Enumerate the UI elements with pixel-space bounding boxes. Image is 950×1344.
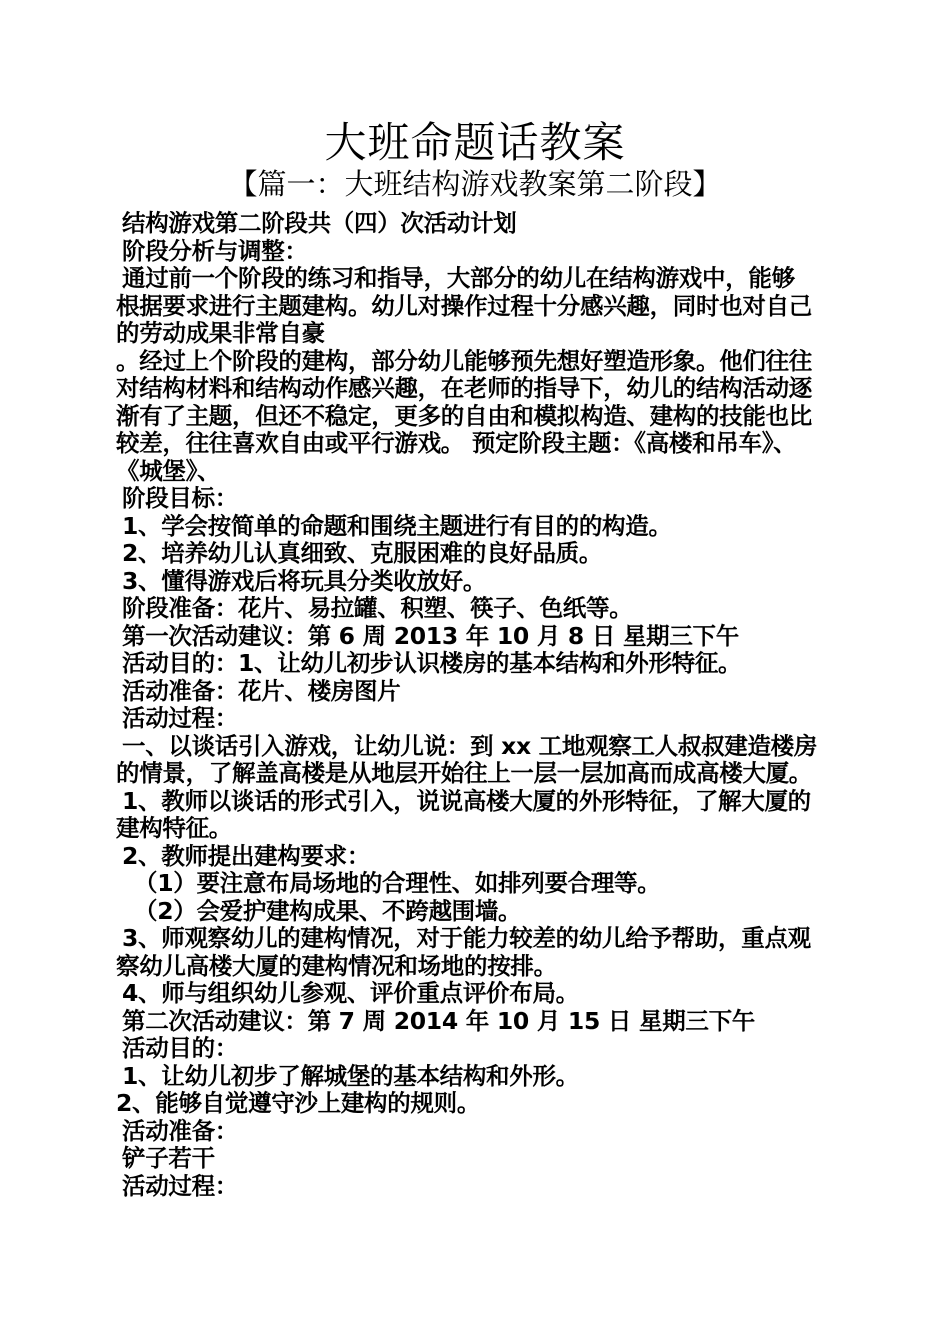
text-line: 渐有了主题，但还不稳定，更多的自由和模拟构造、建构的技能也比	[116, 401, 812, 430]
text-line: （2）会爱护建构成果、不跨越围墙。	[134, 896, 522, 925]
text-line: 2、能够自觉遵守沙上建构的规则。	[116, 1089, 481, 1117]
document-body	[116, 210, 840, 1200]
text-line: 2、培养幼儿认真细致、克服困难的良好品质。	[122, 539, 603, 567]
text-line: （1）要注意布局场地的合理性、如排列要合理等。	[134, 869, 661, 897]
text-line: 一、以谈话引入游戏，让幼儿说：到 xx 工地观察工人叔叔建造楼房	[122, 731, 818, 760]
text-line: 2、教师提出建构要求：	[122, 841, 371, 870]
text-line: 的劳动成果非常自豪	[116, 319, 325, 347]
document-title: 大班命题话教案	[324, 118, 626, 167]
text-line: 阶段目标：	[122, 484, 238, 512]
text-line: 察幼儿高楼大厦的建构情况和场地的按排。	[116, 951, 557, 980]
text-line: 结构游戏第二阶段共（四）次活动计划	[122, 209, 517, 237]
text-line: 阶段准备：花片、易拉罐、积塑、筷子、色纸等。	[122, 594, 633, 622]
text-line: 3、师观察幼儿的建构情况，对于能力较差的幼儿给予帮助，重点观	[122, 924, 811, 952]
text-line: 4、师与组织幼儿参观、评价重点评价布局。	[122, 979, 579, 1007]
text-line: 根据要求进行主题建构。幼儿对操作过程十分感兴趣，同时也对自己	[116, 291, 812, 320]
text-line: 活动过程：	[122, 704, 238, 732]
document-subtitle: 【篇一：大班结构游戏教案第二阶段】	[228, 167, 722, 201]
text-line: 1、学会按简单的命题和围绕主题进行有目的的构造。	[122, 511, 672, 540]
text-line: 。经过上个阶段的建构，部分幼儿能够预先想好塑造形象。他们往往	[116, 346, 812, 375]
text-line: 活动目的：	[122, 1034, 238, 1062]
text-line: 铲子若干	[122, 1144, 215, 1172]
text-line: 3、懂得游戏后将玩具分类收放好。	[122, 566, 487, 595]
text-line: 通过前一个阶段的练习和指导，大部分的幼儿在结构游戏中，能够	[122, 264, 795, 292]
text-line: 建构特征。	[116, 814, 232, 842]
text-line: 的情景，了解盖高楼是从地层开始往上一层一层加高而成高楼大厦。	[116, 759, 812, 787]
text-line: 第二次活动建议：第 7 周 2014 年 10 月 15 日 星期三下午	[122, 1006, 755, 1035]
text-line: 第一次活动建议：第 6 周 2013 年 10 月 8 日 星期三下午	[122, 621, 739, 650]
text-line: 活动目的：1、让幼儿初步认识楼房的基本结构和外形特征。	[122, 649, 742, 677]
text-line: 《城堡》、	[116, 456, 221, 485]
text-line: 活动准备：花片、楼房图片	[122, 676, 401, 705]
text-line: 阶段分析与调整：	[122, 236, 308, 265]
text-line: 对结构材料和结构动作感兴趣，在老师的指导下，幼儿的结构活动逐	[116, 374, 812, 402]
text-line: 1、让幼儿初步了解城堡的基本结构和外形。	[122, 1061, 579, 1090]
text-line: 活动过程：	[122, 1171, 238, 1200]
text-line: 较差，往往喜欢自由或平行游戏。 预定阶段主题：《高楼和吊车》、	[116, 429, 797, 457]
text-line: 活动准备：	[122, 1116, 238, 1145]
text-line: 1、教师以谈话的形式引入，说说高楼大厦的外形特征，了解大厦的	[122, 786, 811, 815]
